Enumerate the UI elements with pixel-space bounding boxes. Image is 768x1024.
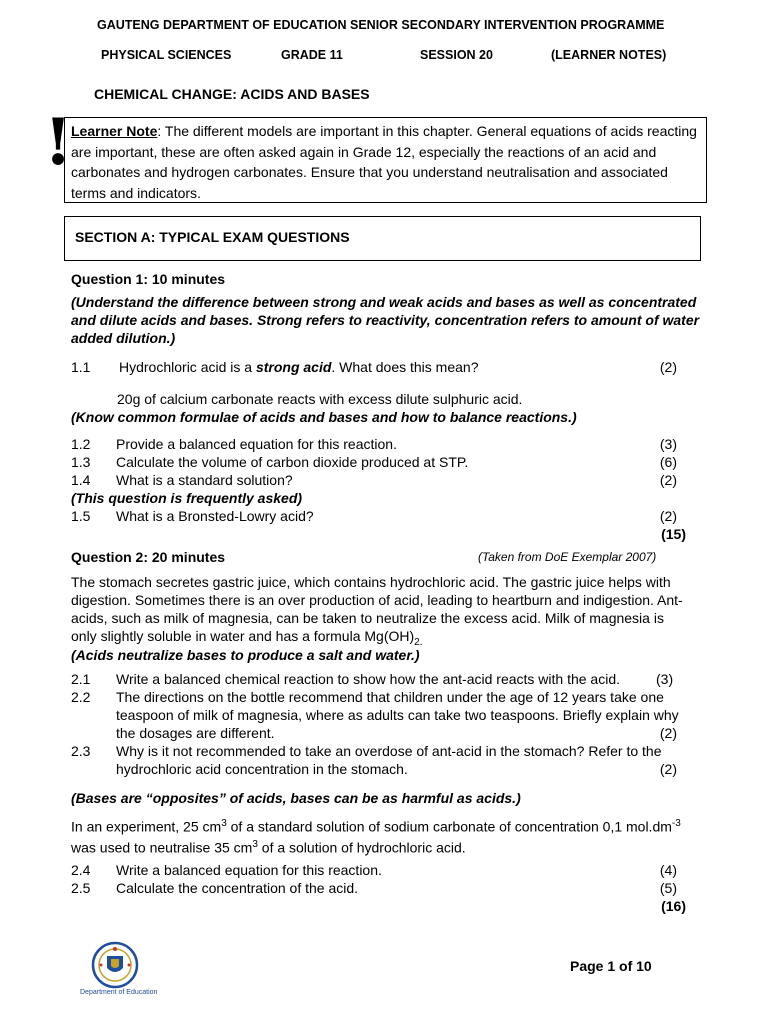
- gauteng-crest-logo: [87, 940, 143, 990]
- q2-hint: (Acids neutralize bases to produce a salt and water.): [71, 647, 420, 663]
- q2-total: (16): [661, 898, 686, 914]
- page-number: Page 1 of 10: [570, 958, 652, 974]
- q1-1-text: [119, 358, 478, 376]
- section-a-box: [64, 216, 701, 261]
- q2-4-number: 2.4: [71, 862, 91, 878]
- q2-2-marks: (2): [659, 725, 677, 741]
- q2-experiment-sup-3: 3: [252, 838, 258, 850]
- q2-intro-text: The stomach secretes gastric juice, which contains hydrochloric acid. The gastric juice helps with digestion. Sometimes there is an over production of acid, leading to heartburn and indigestion. Ant-acids, such as milk of magnesia, can be taken to neutralize the excess acid. Milk of magnesia is only slightly soluble in water and has a formula Mg(OH): [71, 574, 683, 644]
- crest-icon: [87, 940, 143, 990]
- q2-1-number: 2.1: [71, 671, 91, 687]
- q1-4-text: What is a standard solution?: [116, 472, 293, 488]
- q2-5-number: 2.5: [71, 880, 91, 896]
- subject-label: PHYSICAL SCIENCES: [101, 48, 232, 62]
- q1-5-number: 1.5: [71, 508, 91, 524]
- q1-3-text: Calculate the volume of carbon dioxide produced at STP.: [116, 454, 469, 470]
- q2-5-text: Calculate the concentration of the acid.: [116, 880, 359, 896]
- q2-3-text: Why is it not recommended to take an overdose of ant-acid in the stomach? Refer to the hydrochloric acid concentration in the stomach.: [116, 743, 662, 777]
- q2-intro: [71, 573, 693, 652]
- q2-2-text: The directions on the bottle recommend that children under the age of 12 years take one teaspoon of milk of magnesia, where as adults can take two teaspoons. Briefly explain why the dosages are different.: [116, 689, 679, 741]
- q1-1-marks: (2): [659, 359, 677, 375]
- q1-4-marks: (2): [659, 472, 677, 488]
- logo-caption: Department of Education: [80, 989, 158, 996]
- q2-4-marks: (4): [659, 862, 677, 878]
- learner-note-body: : The different models are important in this chapter. General equations of acids reacting are important, these are often asked again in Grade 12, especially the reactions of an acid and carbonates and hydrogen carbonates. Ensure that you understand neutralisation and associated terms and indicators.: [71, 123, 697, 201]
- q1-frequent-note: (This question is frequently asked): [71, 490, 303, 506]
- q2-experiment-text-1: In an experiment, 25 cm: [71, 818, 222, 835]
- q2-experiment-text-2: of a standard solution of sodium carbonate of concentration 0,1 mol.dm: [226, 818, 672, 835]
- learner-note-box: [64, 117, 707, 203]
- q1-heading: Question 1: 10 minutes: [71, 271, 226, 287]
- session-label: SESSION 20: [420, 48, 493, 62]
- q2-5-marks: (5): [659, 880, 677, 896]
- q1-3-number: 1.3: [71, 454, 91, 470]
- department-header: GAUTENG DEPARTMENT OF EDUCATION SENIOR SECONDARY INTERVENTION PROGRAMME: [97, 18, 665, 32]
- grade-label: GRADE 11: [281, 48, 343, 62]
- q2-hint-2: (Bases are “opposites” of acids, bases can be as harmful as acids.): [71, 790, 521, 806]
- q2-experiment-text-4: of a solution of hydrochloric acid.: [257, 839, 466, 856]
- q1-1-text-pre: Hydrochloric acid is a: [119, 359, 256, 375]
- q2-3-number: 2.3: [71, 743, 91, 759]
- q1-1-text-post: . What does this mean?: [331, 359, 479, 375]
- q2-heading: Question 2: 20 minutes: [71, 549, 226, 565]
- q2-experiment-text-3: was used to neutralise 35 cm: [71, 839, 253, 856]
- q1-context: 20g of calcium carbonate reacts with excess dilute sulphuric acid.: [117, 391, 523, 407]
- q1-hint: (Know common formulae of acids and bases and how to balance reactions.): [71, 409, 577, 425]
- page-title: CHEMICAL CHANGE: ACIDS AND BASES: [94, 86, 370, 102]
- q1-4-number: 1.4: [71, 472, 91, 488]
- q2-experiment-sup-2: -3: [671, 818, 681, 829]
- q2-1-text: Write a balanced chemical reaction to show how the ant-acid reacts with the acid.: [116, 671, 620, 687]
- q2-experiment: [71, 815, 681, 856]
- q1-2-number: 1.2: [71, 436, 91, 452]
- q1-guidance: (Understand the difference between strong and weak acids and bases as well as concentrated and dilute acids and bases. Strong refers to reactivity, concentration refers to amount of water added dilution.): [71, 294, 700, 346]
- q2-1-marks: (3): [656, 671, 674, 687]
- q1-3-marks: (6): [659, 454, 677, 470]
- q1-2-text: Provide a balanced equation for this reaction.: [116, 436, 397, 452]
- q1-2-marks: (3): [659, 436, 677, 452]
- q1-5-text: What is a Bronsted-Lowry acid?: [116, 508, 314, 524]
- q2-2-number: 2.2: [71, 689, 91, 705]
- learner-note-text: [71, 121, 701, 203]
- learner-note-label: Learner Note: [71, 123, 158, 139]
- q1-total: (15): [661, 526, 686, 542]
- q1-5-marks: (2): [659, 508, 677, 524]
- q2-intro-subscript: 2.: [414, 636, 423, 648]
- section-a-title: SECTION A: TYPICAL EXAM QUESTIONS: [75, 229, 350, 245]
- exclamation-icon: !: [44, 105, 73, 180]
- q2-experiment-sup-1: 3: [221, 818, 227, 829]
- q2-3-marks: (2): [659, 761, 677, 777]
- q1-1-number: 1.1: [71, 359, 91, 375]
- q2-4-text: Write a balanced equation for this reaction.: [116, 862, 382, 878]
- notes-type-label: (LEARNER NOTES): [551, 48, 667, 62]
- q1-1-text-bold: strong acid: [255, 359, 332, 375]
- q2-source: (Taken from DoE Exemplar 2007): [478, 550, 657, 564]
